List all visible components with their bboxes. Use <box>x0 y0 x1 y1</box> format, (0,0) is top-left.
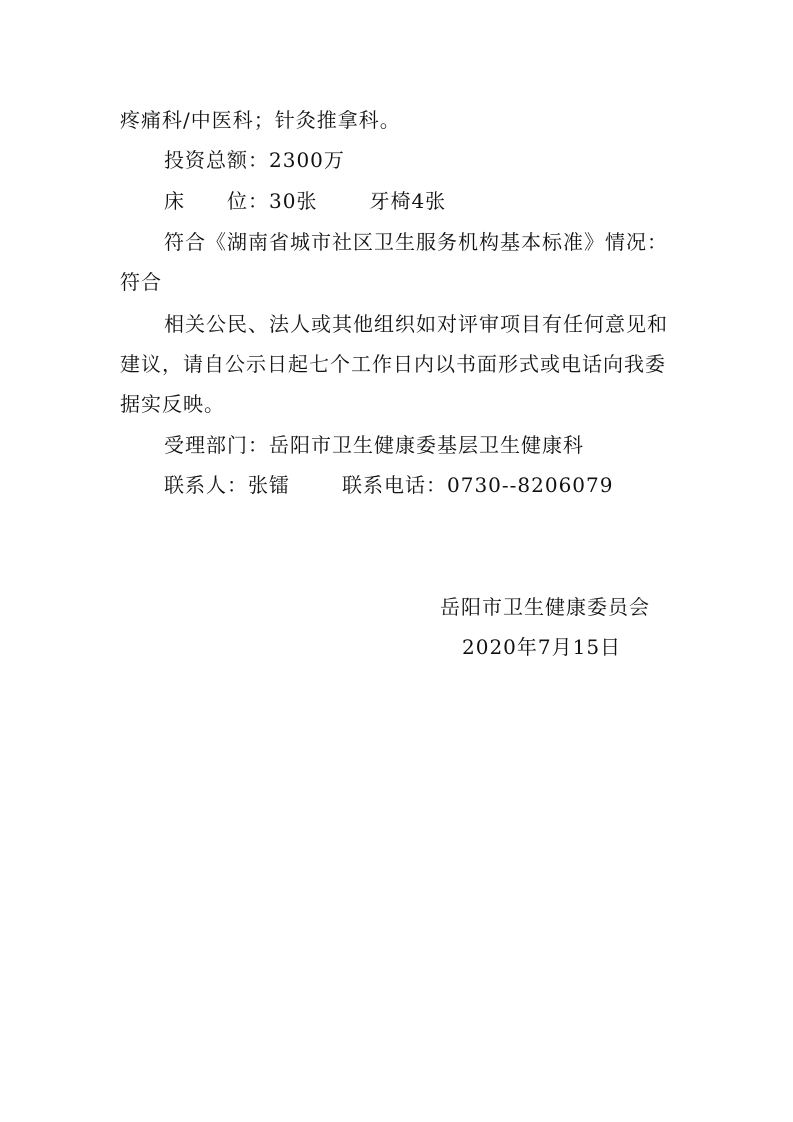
text-line-notice-1: 相关公民、法人或其他组织如对评审项目有任何意见和 <box>164 312 668 336</box>
text-line-standard-result: 符合 <box>120 270 162 294</box>
text-line-department: 受理部门：岳阳市卫生健康委基层卫生健康科 <box>164 433 584 457</box>
text-line-contact <box>164 473 614 497</box>
text-line-beds <box>164 189 446 213</box>
bed-label: 床 <box>164 189 185 213</box>
text-line-notice-3: 据实反映。 <box>120 392 225 416</box>
dental-chairs: 牙椅4张 <box>369 189 447 213</box>
contact-phone: 联系电话：0730--8206079 <box>342 473 614 497</box>
text-line-notice-2: 建议，请自公示日起七个工作日内以书面形式或电话向我委 <box>120 352 666 376</box>
signature-organization: 岳阳市卫生健康委员会 <box>440 595 650 619</box>
signature-date: 2020年7月15日 <box>462 635 622 659</box>
text-line-investment: 投资总额：2300万 <box>164 148 345 172</box>
bed-count: 位：30张 <box>227 189 318 213</box>
text-line-standard: 符合《湖南省城市社区卫生服务机构基本标准》情况： <box>164 230 668 254</box>
text-line-specialties: 疼痛科/中医科；针灸推拿科。 <box>120 108 401 132</box>
contact-person: 联系人：张镭 <box>164 473 290 497</box>
